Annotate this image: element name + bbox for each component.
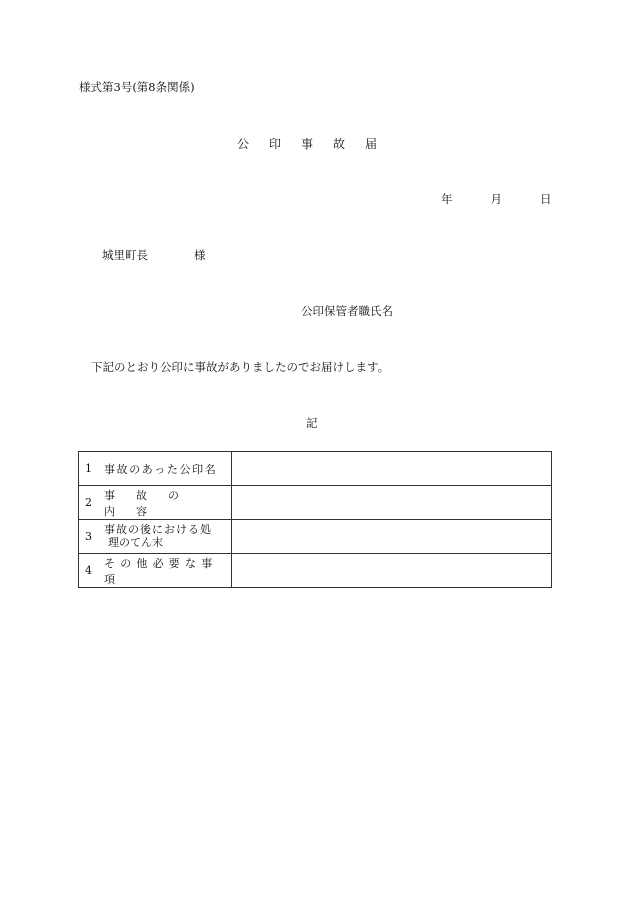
item-value-cell[interactable] [232,452,552,486]
addressee-honorific: 様 [194,248,206,262]
ki-heading: 記 [306,416,318,430]
item-label: 事故のあった公印名 [104,462,218,476]
addressee [102,250,206,262]
table-row [79,520,552,554]
date-year: 年 [441,192,453,206]
item-value-cell[interactable] [232,554,552,588]
item-number: 4 [85,564,92,577]
item-label-cell [79,520,232,554]
body-text: 下記のとおり公印に事故がありましたのでお届けします。 [91,360,390,374]
date-month: 月 [490,192,502,206]
table-row [79,452,552,486]
item-number: 3 [85,530,92,543]
item-label [104,524,231,549]
item-number: 1 [85,462,92,475]
table-row [79,554,552,588]
items-table [78,451,552,588]
form-number: 様式第3号(第8条関係) [79,80,195,94]
item-label-line1: 事故の後における処 [104,522,212,536]
item-label-cell [79,486,232,520]
item-label: その他必要な事項 [104,556,218,586]
item-value-cell[interactable] [232,486,552,520]
date-line [441,194,552,206]
item-label: 事故の内容 [104,488,200,518]
table-row [79,486,552,520]
submitter-label: 公印保管者職氏名 [301,304,393,318]
addressee-name: 城里町長 [102,248,148,262]
item-number: 2 [85,496,92,509]
document-title: 公印事故届 [237,137,398,151]
item-label-line2: 理のてん末 [108,535,163,549]
item-label-cell [79,452,232,486]
item-value-cell[interactable] [232,520,552,554]
item-label-cell [79,554,232,588]
date-day: 日 [540,192,552,206]
